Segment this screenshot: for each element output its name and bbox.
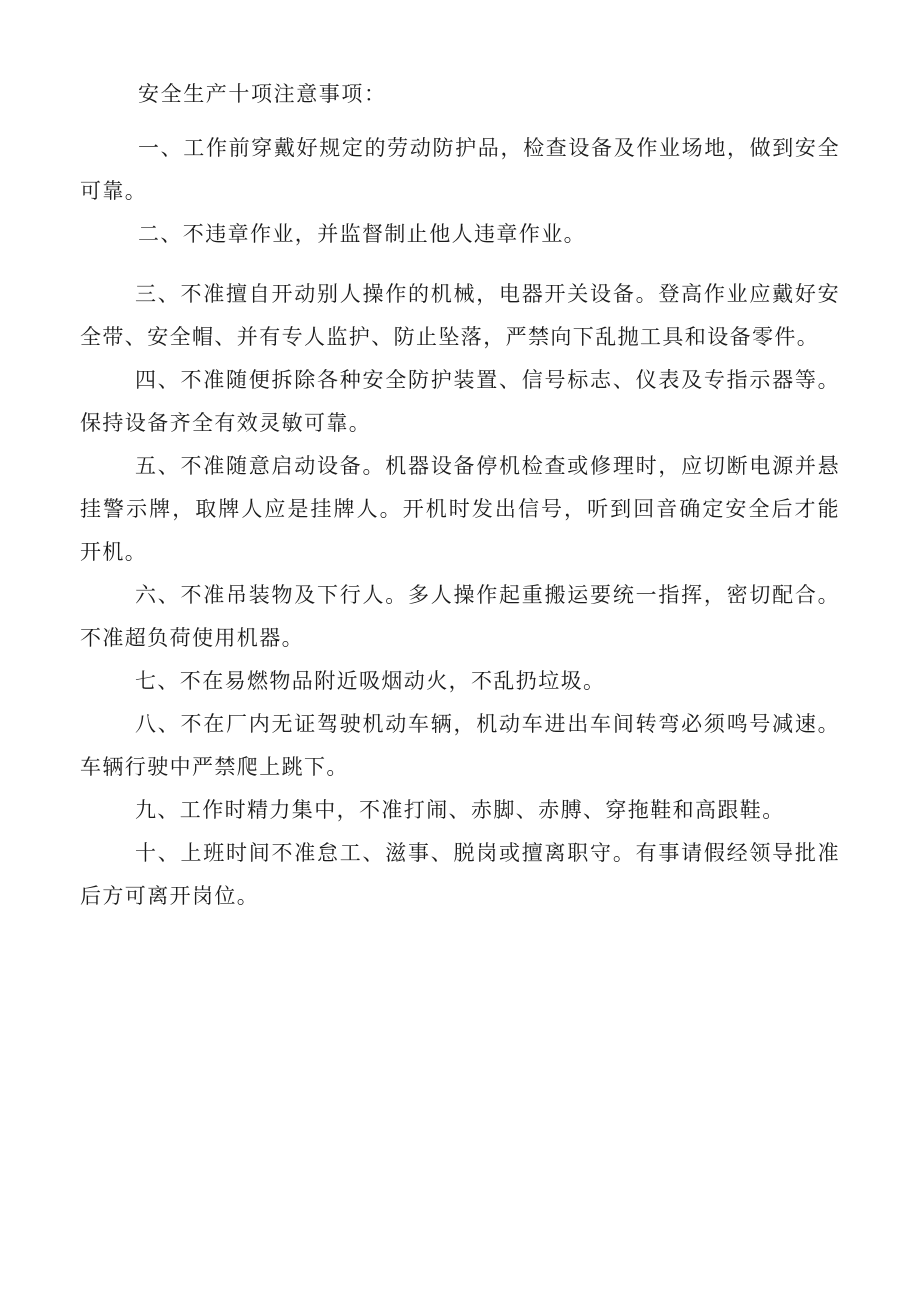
document-body (80, 76, 840, 918)
rule-item-10: 十、上班时间不准怠工、滋事、脱岗或擅离职守。有事请假经领导批准后方可离开岗位。 (80, 841, 840, 908)
rule-item-4: 四、不准随便拆除各种安全防护装置、信号标志、仪表及专指示器等。保持设备齐全有效灵敏可靠。 (80, 368, 840, 435)
rule-item-5: 五、不准随意启动设备。机器设备停机检查或修理时，应切断电源并悬挂警示牌，取牌人应是挂牌人。开机时发出信号，听到回音确定安全后才能开机。 (80, 454, 840, 564)
rule-item-6: 六、不准吊装物及下行人。多人操作起重搬运要统一指挥，密切配合。不准超负荷使用机器。 (80, 583, 840, 650)
rule-item-8: 八、不在厂内无证驾驶机动车辆，机动车进出车间转弯必须鸣号减速。车辆行驶中严禁爬上跳下。 (80, 712, 840, 779)
document-title: 安全生产十项注意事项： (138, 82, 387, 106)
rule-item-2: 二、不违章作业，并监督制止他人违章作业。 (138, 222, 586, 246)
rule-item-3: 三、不准擅自开动别人操作的机械，电器开关设备。登高作业应戴好安全带、安全帽、并有专人监护、防止坠落，严禁向下乱抛工具和设备零件。 (80, 282, 840, 349)
rule-item-1: 一、工作前穿戴好规定的劳动防护品，检查设备及作业场地，做到安全可靠。 (80, 136, 840, 203)
rule-item-9: 九、工作时精力集中，不准打闹、赤脚、赤膊、穿拖鞋和高跟鞋。 (135, 798, 785, 822)
rule-item-7: 七、不在易燃物品附近吸烟动火，不乱扔垃圾。 (135, 669, 606, 693)
